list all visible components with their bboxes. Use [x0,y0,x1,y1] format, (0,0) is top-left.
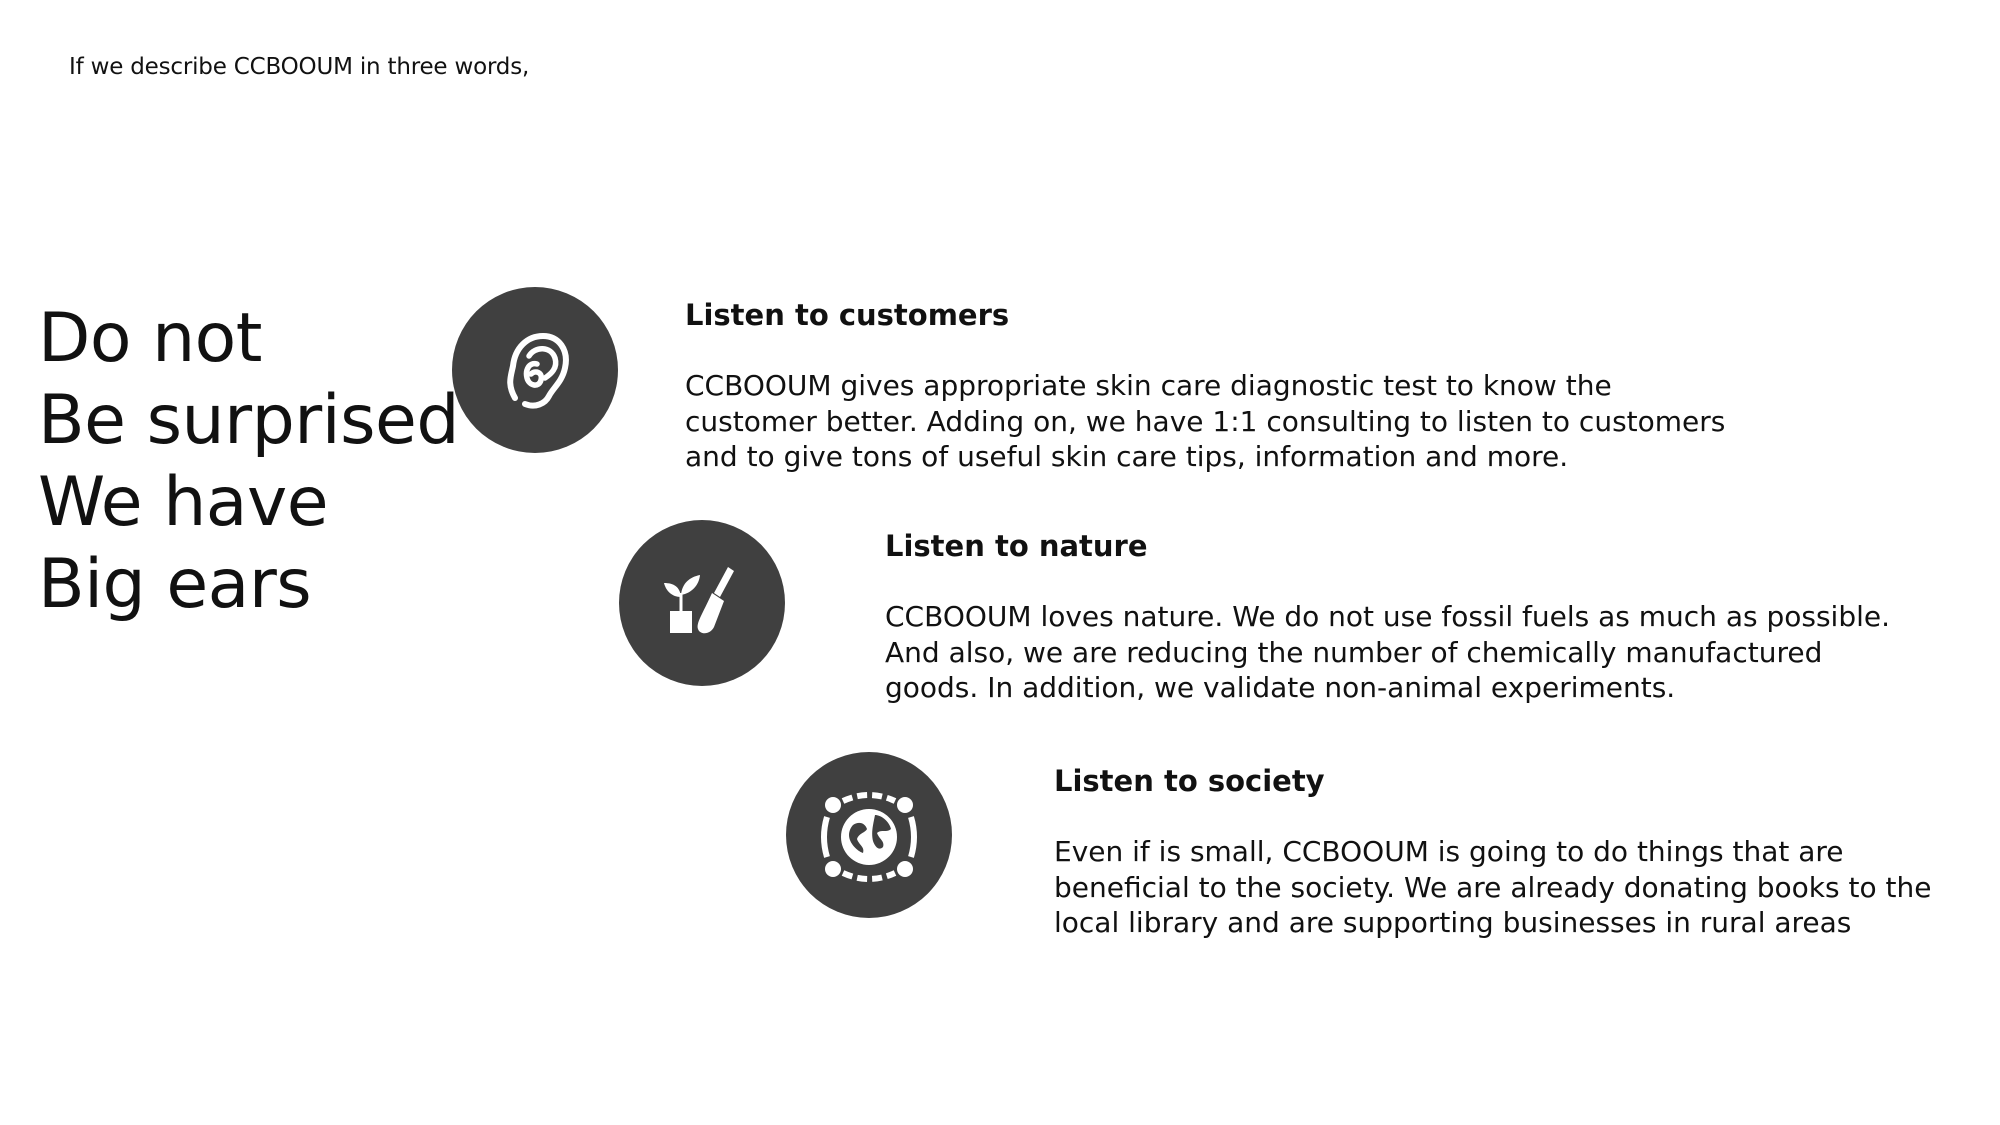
item-body-line: and to give tons of useful skin care tips, information and more. [685,440,1569,473]
item-title: Listen to customers [685,298,1010,332]
intro-text: If we describe CCBOOUM in three words, [69,54,530,80]
item-title: Listen to society [1054,764,1325,798]
item-body [685,368,1725,475]
item-body-line: CCBOOUM loves nature. We do not use fossil fuels as much as possible. [885,600,1891,633]
item-listen-to-society [1054,764,1931,941]
item-body-line: CCBOOUM gives appropriate skin care diagnostic test to know the [685,369,1612,402]
headline-line: Do not [38,299,262,378]
item-body-line: local library and are supporting businesses in rural areas [1054,906,1852,939]
item-body-line: goods. In addition, we validate non-animal experiments. [885,671,1676,704]
headline-line: Be surprised [38,381,460,460]
globe-with-people-icon [819,785,919,885]
headline-line: We have [38,463,329,542]
headline [38,298,459,626]
item-title: Listen to nature [885,529,1148,563]
ear-icon-badge [452,287,618,453]
item-body-line: And also, we are reducing the number of chemically manufactured [885,635,1823,669]
item-listen-to-customers [685,298,1725,475]
item-body [1054,834,1931,941]
plant-icon-badge [619,520,785,686]
plant-and-trowel-icon [652,553,752,653]
item-body-line: customer better. Adding on, we have 1:1 consulting to listen to customers [685,404,1726,438]
ear-icon [485,320,585,420]
item-body-line: Even if is small, CCBOOUM is going to do things that are [1054,835,1844,868]
item-listen-to-nature [885,529,1890,706]
item-body [885,599,1890,706]
item-body-line: beneficial to the society. We are already donating books to the [1054,870,1932,904]
globe-icon-badge [786,752,952,918]
headline-line: Big ears [38,545,312,624]
